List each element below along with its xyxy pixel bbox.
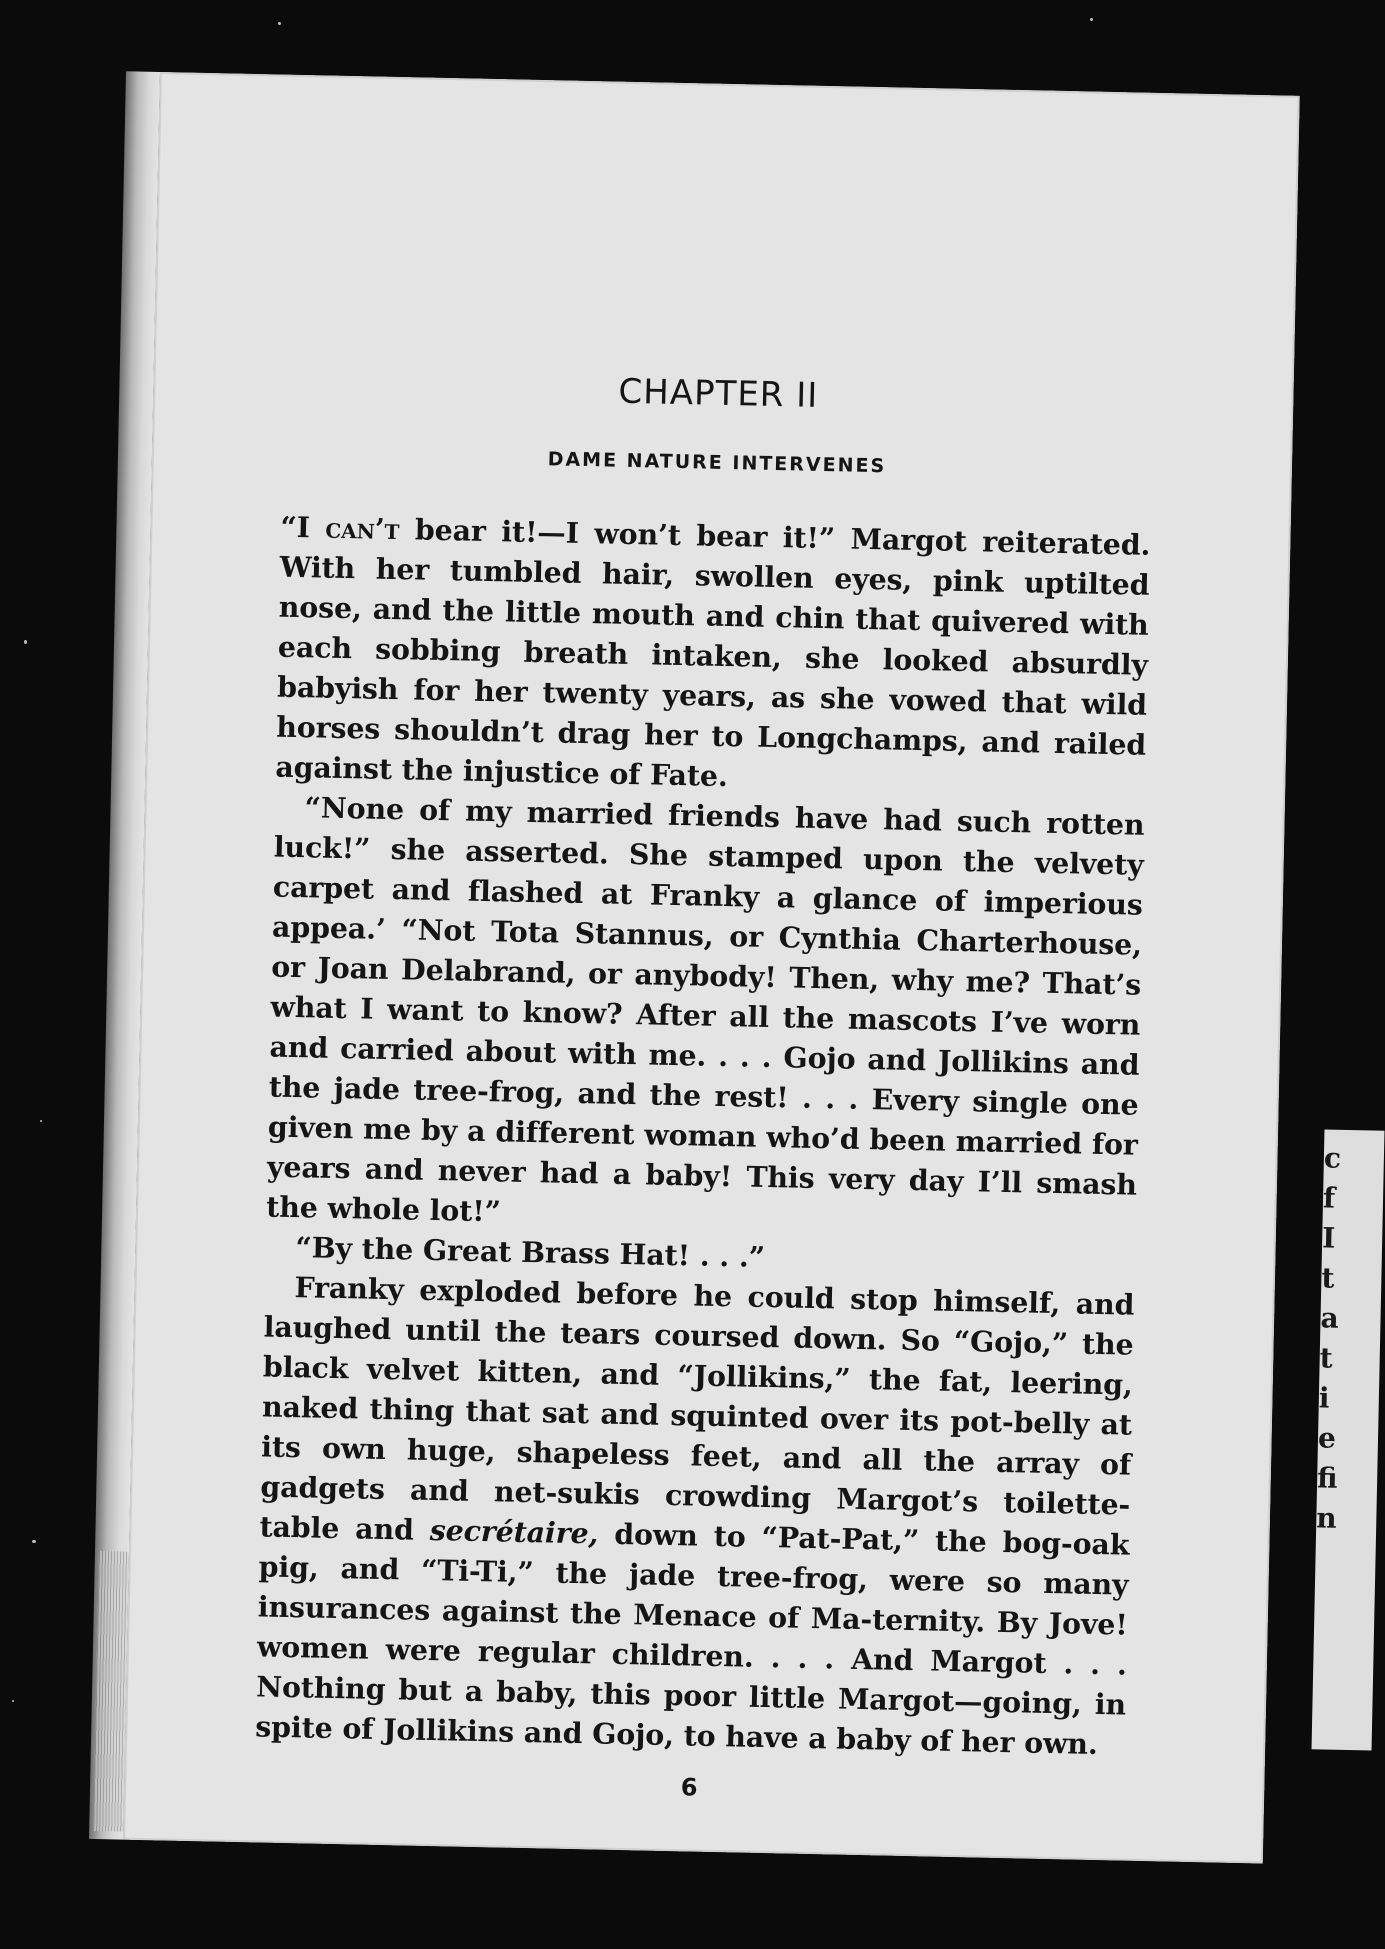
adjacent-fragment: n	[1316, 1501, 1338, 1535]
adjacent-fragment: i	[1318, 1381, 1330, 1415]
paragraph-4	[255, 1266, 1135, 1764]
paragraph-1	[275, 507, 1151, 805]
adjacent-fragment: a	[1320, 1301, 1340, 1335]
paragraph-4-text-a: Franky exploded before he could stop himself, and laughed until the tears coursed down. So “Gojo,” the black velvet kitten, and “Jollikins,” the fat, leering, naked thing that sat and squinted over its pot-belly at its own huge, shapeless feet, and all the array of gadgets and net-sukis crowding Margot’s toilette-table and	[259, 1270, 1135, 1547]
adjacent-fragment: e	[1317, 1421, 1337, 1455]
adjacent-fragment: c	[1323, 1141, 1342, 1175]
paragraph-3: “By the Great Brass Hat! . . .”	[295, 1230, 766, 1274]
book-page	[123, 72, 1300, 1863]
paragraph-2: “None of my married friends have had such rotten luck!” she asserted. She stamped upon the velvety carpet and flashed at Franky a glance of imperious appea.’ “Not Tota Stannus, or Cynthia Charterhouse, or Joan Delabrand, or anybody! Then, why me? That’s what I want to know? After all the mascots I’ve worn and carried about with me. . . . Gojo and Jollikins and the jade tree-frog, and the rest! . . . Every single one given me by a different woman who’d been married for years and never had a baby! This very day I’ll smash the whole lot!”	[265, 790, 1145, 1229]
scan-speck	[1090, 18, 1093, 21]
chapter-heading: CHAPTER II	[618, 371, 819, 416]
page-number: 6	[680, 1773, 698, 1802]
adjacent-fragment: f	[1322, 1181, 1336, 1215]
scan-speck	[24, 640, 27, 644]
paragraph-1-lead: “I	[280, 509, 326, 545]
paragraph-1-smallcaps: can’t	[325, 510, 400, 547]
adjacent-fragment: t	[1321, 1261, 1335, 1295]
scan-speck	[32, 1540, 36, 1543]
adjacent-fragment: fi	[1316, 1461, 1338, 1495]
scan-speck	[12, 1700, 14, 1702]
page-content	[254, 365, 1154, 1811]
scan-speck	[40, 1120, 42, 1122]
adjacent-fragment: t	[1319, 1341, 1333, 1375]
adjacent-fragment: I	[1321, 1221, 1336, 1255]
paragraph-4-italic: secrétaire,	[429, 1512, 599, 1551]
scan-speck	[278, 22, 281, 25]
adjacent-page-strip	[1312, 1129, 1385, 1750]
chapter-subtitle: DAME NATURE INTERVENES	[547, 448, 887, 478]
paragraph-1-text: bear it!—I won’t bear it!” Margot reiterated. With her tumbled hair, swollen eyes, pink uptilted nose, and the little mouth and chin that quivered with each sobbing breath intaken, she looked absurdly babyish for her twenty years, as she vowed that wild horses shouldn’t drag her to Longchamps, and railed against the injustice of Fate.	[275, 512, 1151, 794]
paragraph-4-text-b: down to “Pat-Pat,” the bog-oak pig, and “Ti-Ti,” the jade tree-frog, were so many insurances against the Menace of Ma-ternity. By Jove! women were regular children. . . . And Margot . . . Nothing but a baby, this poor little Margot—going, in spite of Jollikins and Gojo, to have a baby of her own.	[255, 1516, 1130, 1762]
page-edge-lines	[93, 1551, 129, 1832]
